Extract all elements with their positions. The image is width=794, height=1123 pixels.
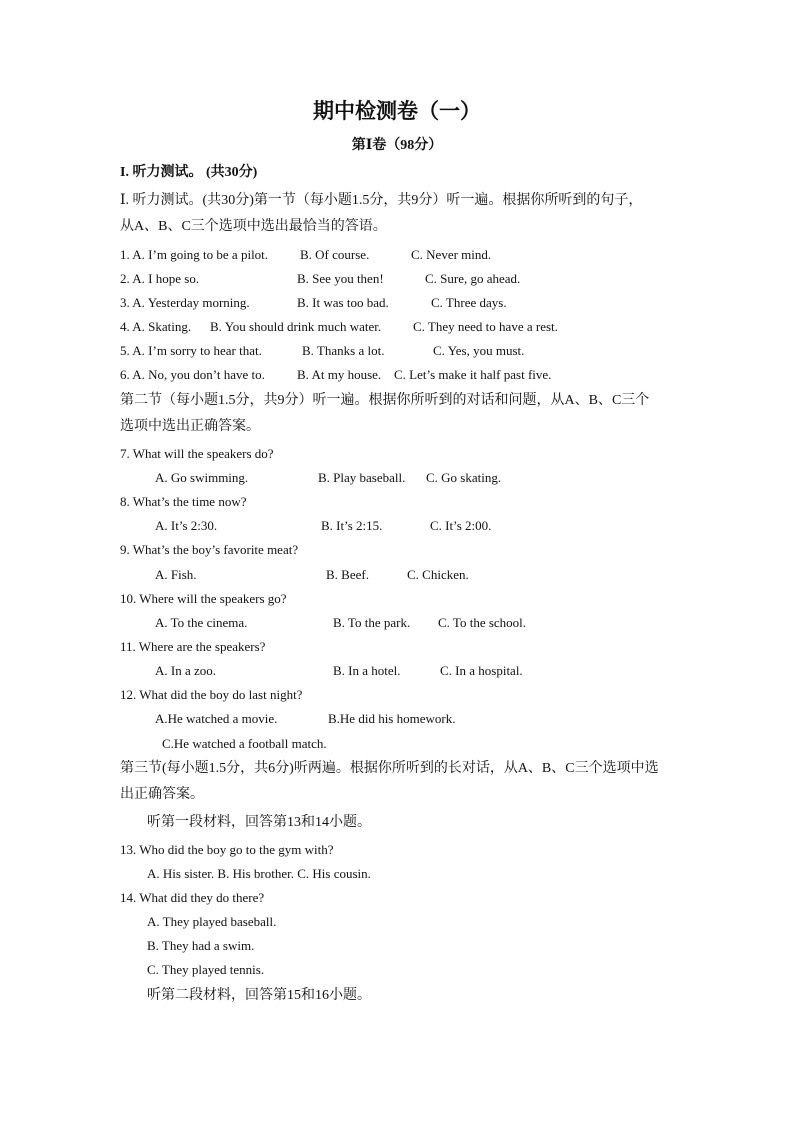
question-14-option-b: B. They had a swim. xyxy=(147,938,255,953)
material-2-instruction: 听第二段材料，回答第15和16小题。 xyxy=(147,988,371,1003)
question-7-option-a: A. Go swimming. xyxy=(155,470,249,485)
question-8-option-a: A. It’s 2:30. xyxy=(155,518,218,533)
material-1-instruction: 听第一段材料，回答第13和14小题。 xyxy=(147,815,371,830)
part3-intro-line-2: 出正确答案。 xyxy=(120,787,204,802)
question-1-option-c: C. Never mind. xyxy=(411,247,492,262)
question-4-option-c: C. They need to have a rest. xyxy=(413,319,558,334)
question-11-option-c: C. In a hospital. xyxy=(440,663,523,678)
question-3-option-c: C. Three days. xyxy=(431,295,507,310)
question-10-option-b: B. To the park. xyxy=(333,615,411,630)
question-9-option-b: B. Beef. xyxy=(326,567,369,582)
part2-intro-line-2: 选项中选出正确答案。 xyxy=(120,419,260,434)
question-9-option-a: A. Fish. xyxy=(155,567,197,582)
question-8-option-b: B. It’s 2:15. xyxy=(321,518,383,533)
question-12: 12. What did the boy do last night? xyxy=(120,687,303,702)
question-5-option-b: B. Thanks a lot. xyxy=(302,343,385,358)
question-10: 10. Where will the speakers go? xyxy=(120,591,287,606)
question-14-option-c: C. They played tennis. xyxy=(147,962,265,977)
question-1-option-b: B. Of course. xyxy=(300,247,370,262)
question-12-option-a: A.He watched a movie. xyxy=(155,711,278,726)
question-8-option-c: C. It’s 2:00. xyxy=(430,518,492,533)
part3-intro-line-1: 第三节(每小题1.5分，共6分)听两遍。根据你所听到的长对话，从A、B、C三个选项中选 xyxy=(120,761,659,776)
question-12-option-c: C.He watched a football match. xyxy=(162,736,327,751)
question-13-options: A. His sister. B. His brother. C. His cousin. xyxy=(147,866,371,881)
question-12-option-b: B.He did his homework. xyxy=(328,711,456,726)
question-11: 11. Where are the speakers? xyxy=(120,639,266,654)
question-2: 2. A. I hope so. xyxy=(120,271,200,286)
question-10-option-c: C. To the school. xyxy=(438,615,527,630)
question-13: 13. Who did the boy go to the gym with? xyxy=(120,842,334,857)
question-6-option-c: C. Let’s make it half past five. xyxy=(394,367,552,382)
question-9-option-c: C. Chicken. xyxy=(407,567,469,582)
question-3-option-b: B. It was too bad. xyxy=(297,295,389,310)
question-6-option-b: B. At my house. xyxy=(297,367,382,382)
part2-intro-line-1: 第二节（每小题1.5分，共9分）听一遍。根据你所听到的对话和问题，从A、B、C三个 xyxy=(120,393,650,408)
page-title: 期中检测卷（一） xyxy=(313,99,481,123)
question-2-option-c: C. Sure, go ahead. xyxy=(425,271,521,286)
question-14-option-a: A. They played baseball. xyxy=(147,914,277,929)
question-3: 3. A. Yesterday morning. xyxy=(120,295,250,310)
question-11-option-b: B. In a hotel. xyxy=(333,663,401,678)
question-10-option-a: A. To the cinema. xyxy=(155,615,248,630)
question-7: 7. What will the speakers do? xyxy=(120,446,274,461)
question-14: 14. What did they do there? xyxy=(120,890,265,905)
question-7-option-c: C. Go skating. xyxy=(426,470,502,485)
part1-intro-line-1: Ⅰ. 听力测试。(共30分)第一节（每小题1.5分，共9分）听一遍。根据你所听到的句子， xyxy=(120,193,643,208)
question-8: 8. What’s the time now? xyxy=(120,494,247,509)
section-heading: I. 听力测试。 (共30分) xyxy=(120,165,258,180)
question-11-option-a: A. In a zoo. xyxy=(155,663,217,678)
question-4-option-b: B. You should drink much water. xyxy=(210,319,382,334)
question-6: 6. A. No, you don’t have to. xyxy=(120,367,265,382)
question-9: 9. What’s the boy’s favorite meat? xyxy=(120,542,299,557)
question-5: 5. A. I’m sorry to hear that. xyxy=(120,343,262,358)
page-subtitle: 第Ⅰ卷（98分） xyxy=(351,138,443,153)
question-2-option-b: B. See you then! xyxy=(297,271,384,286)
question-4: 4. A. Skating. xyxy=(120,319,192,334)
part1-intro-line-2: 从A、B、C三个选项中选出最恰当的答语。 xyxy=(120,219,387,234)
question-5-option-c: C. Yes, you must. xyxy=(433,343,525,358)
question-1: 1. A. I’m going to be a pilot. xyxy=(120,247,269,262)
question-7-option-b: B. Play baseball. xyxy=(318,470,406,485)
